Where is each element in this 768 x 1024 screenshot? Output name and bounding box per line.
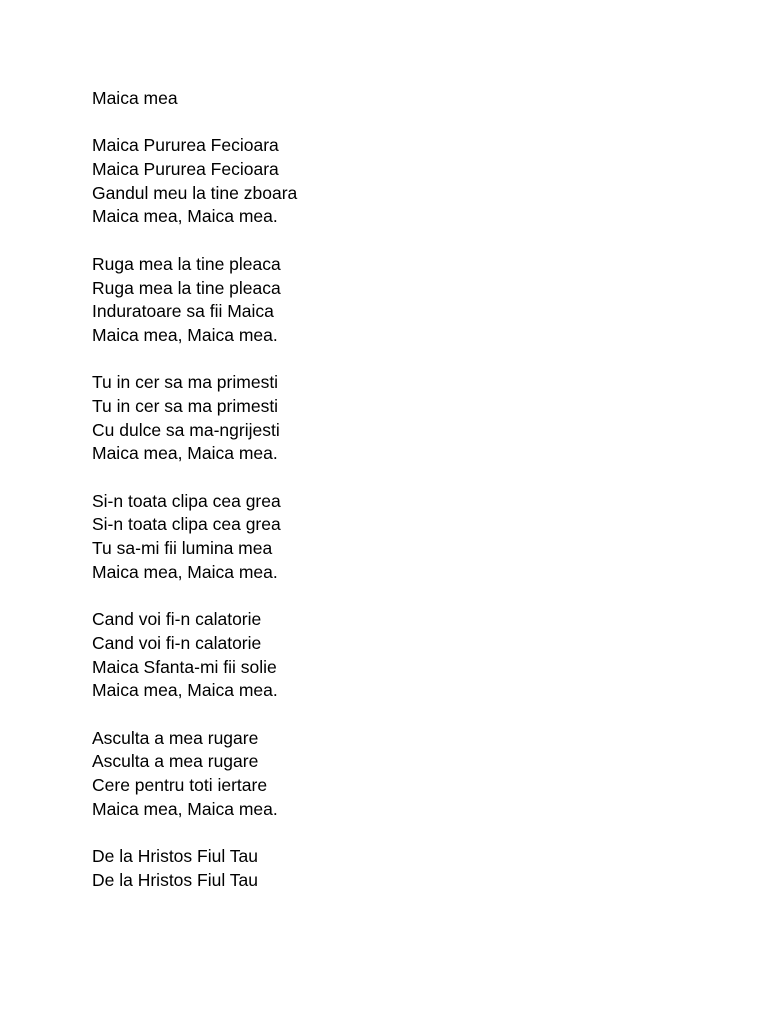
stanza-line: Ruga mea la tine pleaca — [92, 253, 281, 274]
stanza-line: Cu dulce sa ma-ngrijesti — [92, 419, 280, 440]
poem-stanzas — [92, 134, 692, 892]
stanza-line: Gandul meu la tine zboara — [92, 182, 298, 203]
stanza-line: Asculta a mea rugare — [92, 751, 259, 772]
stanza — [92, 253, 692, 348]
stanza-line: Cand voi fi-n calatorie — [92, 632, 262, 653]
poem-title: Maica mea — [92, 88, 178, 108]
stanza — [92, 134, 692, 229]
stanza-line: Maica Sfanta-mi fii solie — [92, 656, 277, 677]
stanza-line: Tu in cer sa ma primesti — [92, 395, 279, 416]
poem-text — [92, 87, 692, 892]
stanza-line: Maica Pururea Fecioara — [92, 135, 279, 156]
stanza — [92, 845, 692, 892]
stanza — [92, 727, 692, 822]
stanza-line: Maica Pururea Fecioara — [92, 159, 279, 180]
stanza-line: De la Hristos Fiul Tau — [92, 869, 258, 890]
stanza-line: Tu in cer sa ma primesti — [92, 372, 279, 393]
stanza-line: Ruga mea la tine pleaca — [92, 277, 281, 298]
stanza-line: Tu sa-mi fii lumina mea — [92, 538, 273, 559]
stanza — [92, 608, 692, 703]
stanza — [92, 371, 692, 466]
stanza-line: Asculta a mea rugare — [92, 727, 259, 748]
stanza-line: Maica mea, Maica mea. — [92, 324, 278, 345]
stanza-line: Induratoare sa fii Maica — [92, 301, 274, 322]
stanza-line: Maica mea, Maica mea. — [92, 206, 278, 227]
stanza-line: Si-n toata clipa cea grea — [92, 514, 281, 535]
stanza-line: Maica mea, Maica mea. — [92, 798, 278, 819]
stanza-line: Cere pentru toti iertare — [92, 774, 268, 795]
stanza-line: Maica mea, Maica mea. — [92, 443, 278, 464]
stanza-line: Cand voi fi-n calatorie — [92, 609, 262, 630]
stanza-line: Maica mea, Maica mea. — [92, 561, 278, 582]
stanza-line: De la Hristos Fiul Tau — [92, 846, 258, 866]
stanza — [92, 490, 692, 585]
stanza-line: Si-n toata clipa cea grea — [92, 490, 281, 511]
stanza-line: Maica mea, Maica mea. — [92, 680, 278, 701]
